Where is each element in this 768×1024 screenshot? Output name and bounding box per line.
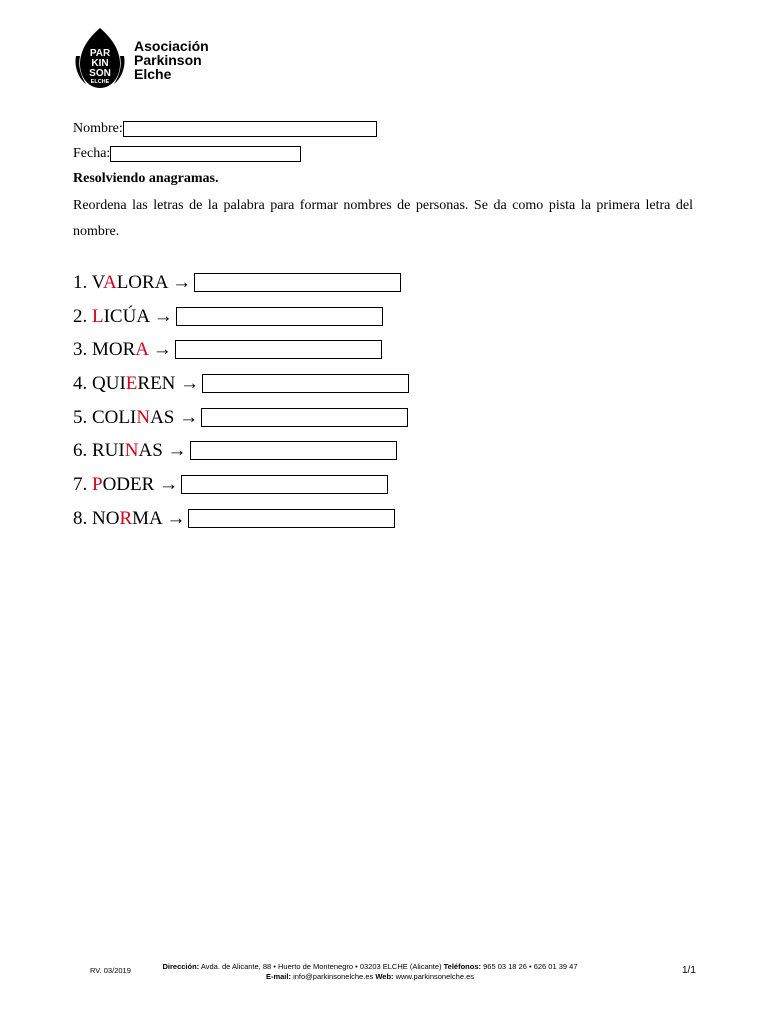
exercise-instructions: Reordena las letras de la palabra para formar nombres de personas. Se da como pista la primera letra del nombre. — [73, 198, 693, 239]
anagram-item — [73, 506, 493, 540]
item-number: 3. — [73, 339, 92, 361]
web-value[interactable]: www.parkinsonelche.es — [395, 972, 475, 981]
item-number: 6. — [73, 440, 92, 462]
logo-mark-line: PAR — [89, 48, 111, 59]
answer-field[interactable] — [202, 374, 409, 393]
logo-mark-line: ELCHE — [90, 79, 110, 85]
arrow-icon: → — [172, 272, 192, 293]
anagram-item — [73, 270, 493, 304]
revision-code: RV. 03/2019 — [90, 966, 131, 975]
direccion-label: Dirección: — [162, 962, 200, 971]
arrow-icon: → — [153, 305, 173, 327]
hint-letter: A — [135, 339, 148, 361]
hint-letter: L — [92, 305, 104, 327]
contact-info — [150, 962, 590, 982]
hint-letter: E — [125, 373, 138, 395]
fecha-row — [73, 145, 301, 163]
fecha-field[interactable] — [110, 146, 301, 162]
anagram-item — [73, 304, 493, 338]
fecha-label: Fecha: — [73, 146, 111, 161]
scrambled-letters: MOR — [92, 339, 136, 361]
hint-letter: P — [92, 474, 103, 496]
answer-field[interactable] — [175, 340, 382, 359]
hint-letter: A — [102, 272, 117, 293]
arrow-icon: → — [159, 474, 179, 496]
scrambled-letters: LORA — [116, 272, 168, 293]
item-number: 1. — [73, 272, 92, 293]
scrambled-letters: NO — [92, 507, 120, 529]
logo-mark-line: KIN — [91, 58, 109, 69]
telefonos-value: 965 03 18 26 • 626 01 39 47 — [483, 962, 578, 971]
answer-field[interactable] — [181, 475, 388, 494]
item-number: 5. — [73, 406, 92, 428]
logo-wordmark — [134, 39, 209, 81]
arrow-icon: → — [179, 406, 199, 428]
logo-line: Parkinson — [134, 52, 202, 68]
arrow-icon: → — [152, 339, 172, 361]
logo-mark-line: SON — [89, 68, 111, 79]
item-number: 2. — [73, 305, 92, 327]
logo-line: Elche — [134, 66, 172, 82]
hint-letter: N — [136, 406, 151, 428]
scrambled-letters: AS — [150, 406, 175, 428]
logo-mark-icon — [74, 26, 126, 90]
page-number: 1/1 — [682, 965, 696, 976]
scrambled-letters: RUI — [92, 440, 125, 462]
logo-line: Asociación — [134, 38, 209, 54]
email-label: E-mail: — [265, 972, 291, 981]
scrambled-letters: V — [91, 272, 103, 293]
direccion-value: Avda. de Alicante, 88 • Huerto de Montenegro • 03203 ELCHE (Alicante) — [200, 962, 442, 971]
item-number: 8. — [73, 507, 92, 529]
scrambled-letters: ODER — [102, 474, 155, 496]
answer-field[interactable] — [190, 441, 397, 460]
association-logo — [74, 26, 234, 92]
scrambled-letters: AS — [138, 440, 163, 462]
scrambled-letters: REN — [137, 373, 176, 395]
anagram-item — [73, 405, 493, 439]
hint-letter: R — [119, 507, 133, 529]
hint-letter: N — [124, 440, 139, 462]
scrambled-letters: COLI — [92, 406, 137, 428]
scrambled-letters: ICÚA — [103, 305, 150, 327]
arrow-icon: → — [180, 373, 200, 395]
web-label: Web: — [375, 972, 394, 981]
anagram-list — [73, 270, 493, 540]
anagram-item — [73, 472, 493, 506]
anagram-item — [73, 337, 493, 371]
answer-field[interactable] — [176, 307, 383, 326]
answer-field[interactable] — [188, 509, 395, 528]
scrambled-letters: MA — [132, 507, 162, 529]
nombre-field[interactable] — [123, 121, 377, 137]
telefonos-label: Teléfonos: — [443, 962, 482, 971]
answer-field[interactable] — [201, 408, 408, 427]
nombre-label: Nombre: — [73, 121, 123, 136]
anagram-item — [73, 371, 493, 405]
answer-field[interactable] — [194, 273, 401, 292]
arrow-icon: → — [167, 440, 187, 462]
item-number: 4. — [73, 373, 92, 395]
exercise-title: Resolviendo anagramas. — [73, 171, 219, 186]
anagram-item — [73, 438, 493, 472]
arrow-icon: → — [166, 507, 186, 529]
nombre-row — [73, 120, 377, 138]
item-number: 7. — [73, 474, 92, 496]
email-value[interactable]: info@parkinsonelche.es — [293, 972, 374, 981]
scrambled-letters: QUI — [92, 373, 126, 395]
